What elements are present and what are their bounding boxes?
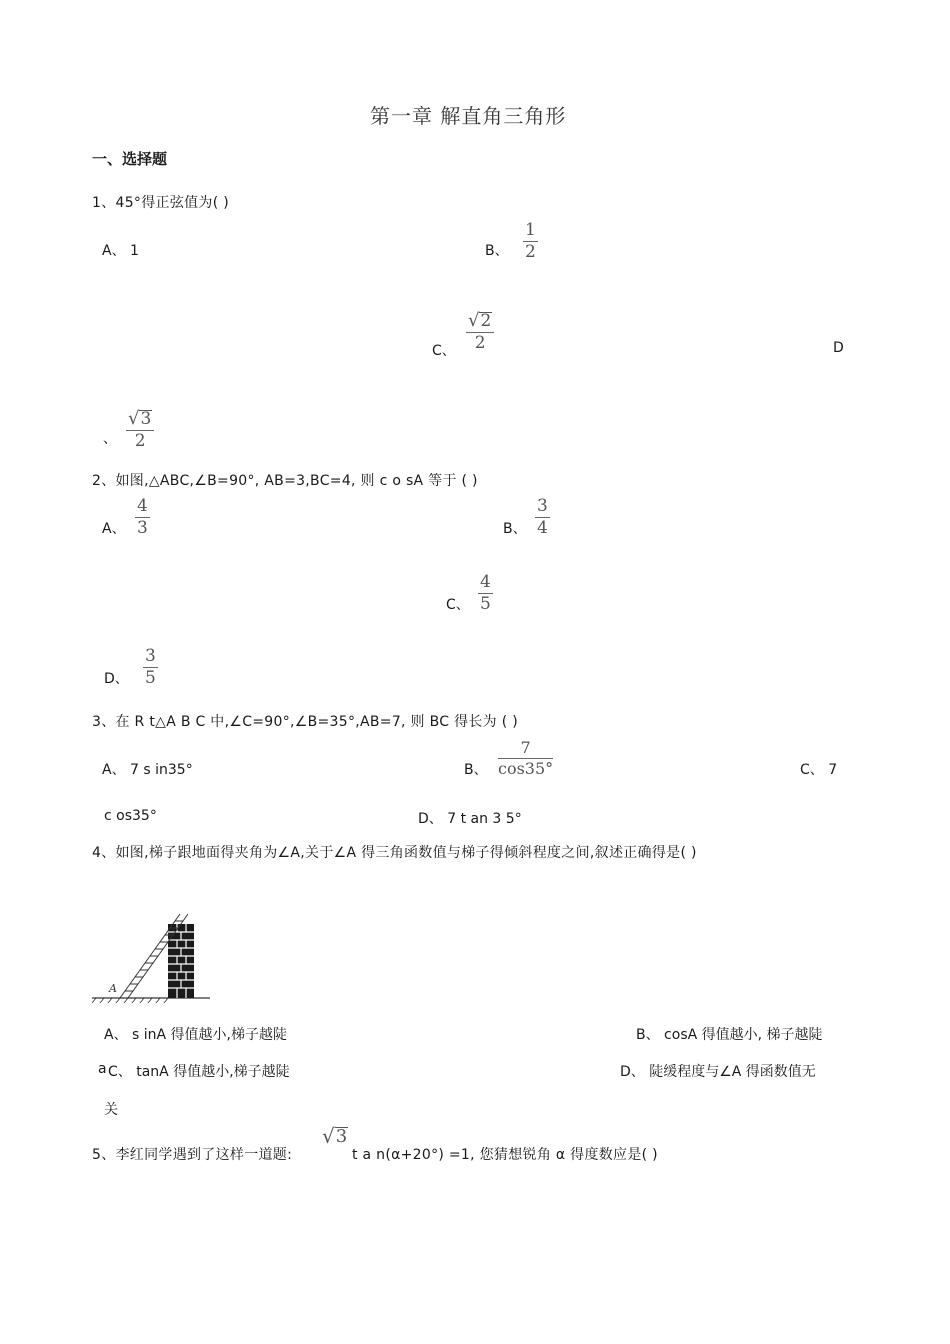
radicand: 3 xyxy=(335,1126,348,1147)
fraction-denominator: 2 xyxy=(134,431,146,451)
question-5-prefix: 5、李红同学遇到了这样一道题: xyxy=(92,1147,293,1163)
sqrt-expression: √ 3 xyxy=(128,408,152,429)
q1-option-d-continued: 、 xyxy=(103,431,117,447)
question-1: 1、45°得正弦值为( ) xyxy=(92,195,229,211)
q2-option-c-fraction xyxy=(478,574,493,613)
fraction-numerator: 4 xyxy=(480,572,491,592)
q2-option-b: B、 xyxy=(503,521,527,537)
q1-option-b: B、 xyxy=(485,243,509,259)
q1-option-a: A、 1 xyxy=(102,243,139,259)
q4-option-c-prefix: a xyxy=(98,1061,107,1077)
page-title: 第一章 解直角三角形 xyxy=(370,104,567,128)
q1-option-c-fraction xyxy=(466,312,494,352)
fraction-numerator: 3 xyxy=(145,646,156,666)
question-3: 3、在 R t△A B C 中,∠C=90°,∠B=35°,AB=7, 则 BC 得长为 ( ) xyxy=(92,714,518,730)
q2-option-a: A、 xyxy=(102,521,126,537)
q3-option-c-continued: c os35° xyxy=(104,808,157,824)
q2-option-d: D、 xyxy=(104,671,129,687)
q1-option-d-fraction xyxy=(126,410,154,450)
q5-sqrt-expression: √ 3 xyxy=(322,1124,348,1148)
fraction-denominator: 3 xyxy=(137,518,148,538)
radicand: 3 xyxy=(140,409,152,429)
ladder-wall-figure xyxy=(92,908,212,1004)
q4-option-d: D、 陡缓程度与∠A 得函数值无 xyxy=(620,1064,816,1080)
q4-option-a: A、 s inA 得值越小,梯子越陡 xyxy=(104,1027,288,1043)
q3-option-d: D、 7 t an 3 5° xyxy=(418,811,522,827)
fraction-denominator: 4 xyxy=(537,518,548,538)
q4-option-c: C、 tanA 得值越小,梯子越陡 xyxy=(108,1064,290,1080)
fraction-denominator: 2 xyxy=(525,242,536,262)
fraction-numerator: 1 xyxy=(525,220,536,240)
q2-option-c: C、 xyxy=(446,597,470,613)
question-5-rest: t a n(α+20°) =1, 您猜想锐角 α 得度数应是( ) xyxy=(352,1147,658,1163)
sqrt-expression: √ 2 xyxy=(468,310,492,331)
angle-label: A xyxy=(109,982,117,995)
q1-option-b-fraction xyxy=(523,222,538,261)
fraction-numerator: 3 xyxy=(537,496,548,516)
fraction-denominator: cos35° xyxy=(498,759,554,778)
q1-option-c: C、 xyxy=(432,343,456,359)
fraction-denominator: 2 xyxy=(474,333,486,353)
q4-option-b: B、 cosA 得值越小, 梯子越陡 xyxy=(636,1027,823,1043)
radicand: 2 xyxy=(480,311,492,331)
fraction-numerator: 7 xyxy=(520,738,531,757)
question-2: 2、如图,△ABC,∠B=90°, AB=3,BC=4, 则 c o sA 等于 ( ) xyxy=(92,473,478,489)
question-4: 4、如图,梯子跟地面得夹角为∠A,关于∠A 得三角函数值与梯子得倾斜程度之间,叙述正确得是( ) xyxy=(92,845,697,861)
q4-option-d-continued: 关 xyxy=(104,1102,118,1118)
fraction-denominator: 5 xyxy=(480,594,491,614)
q1-option-d: D xyxy=(833,340,844,356)
q2-option-a-fraction xyxy=(135,498,150,537)
fraction-denominator: 5 xyxy=(145,668,156,688)
q3-option-c: C、 7 xyxy=(800,762,838,778)
q2-option-b-fraction xyxy=(535,498,550,537)
q3-option-b-fraction xyxy=(498,740,553,777)
q2-option-d-fraction xyxy=(143,648,158,687)
q3-option-a: A、 7 s in35° xyxy=(102,762,193,778)
q3-option-b: B、 xyxy=(464,762,488,778)
section-heading: 一、选择题 xyxy=(92,150,168,168)
fraction-numerator: 4 xyxy=(137,496,148,516)
